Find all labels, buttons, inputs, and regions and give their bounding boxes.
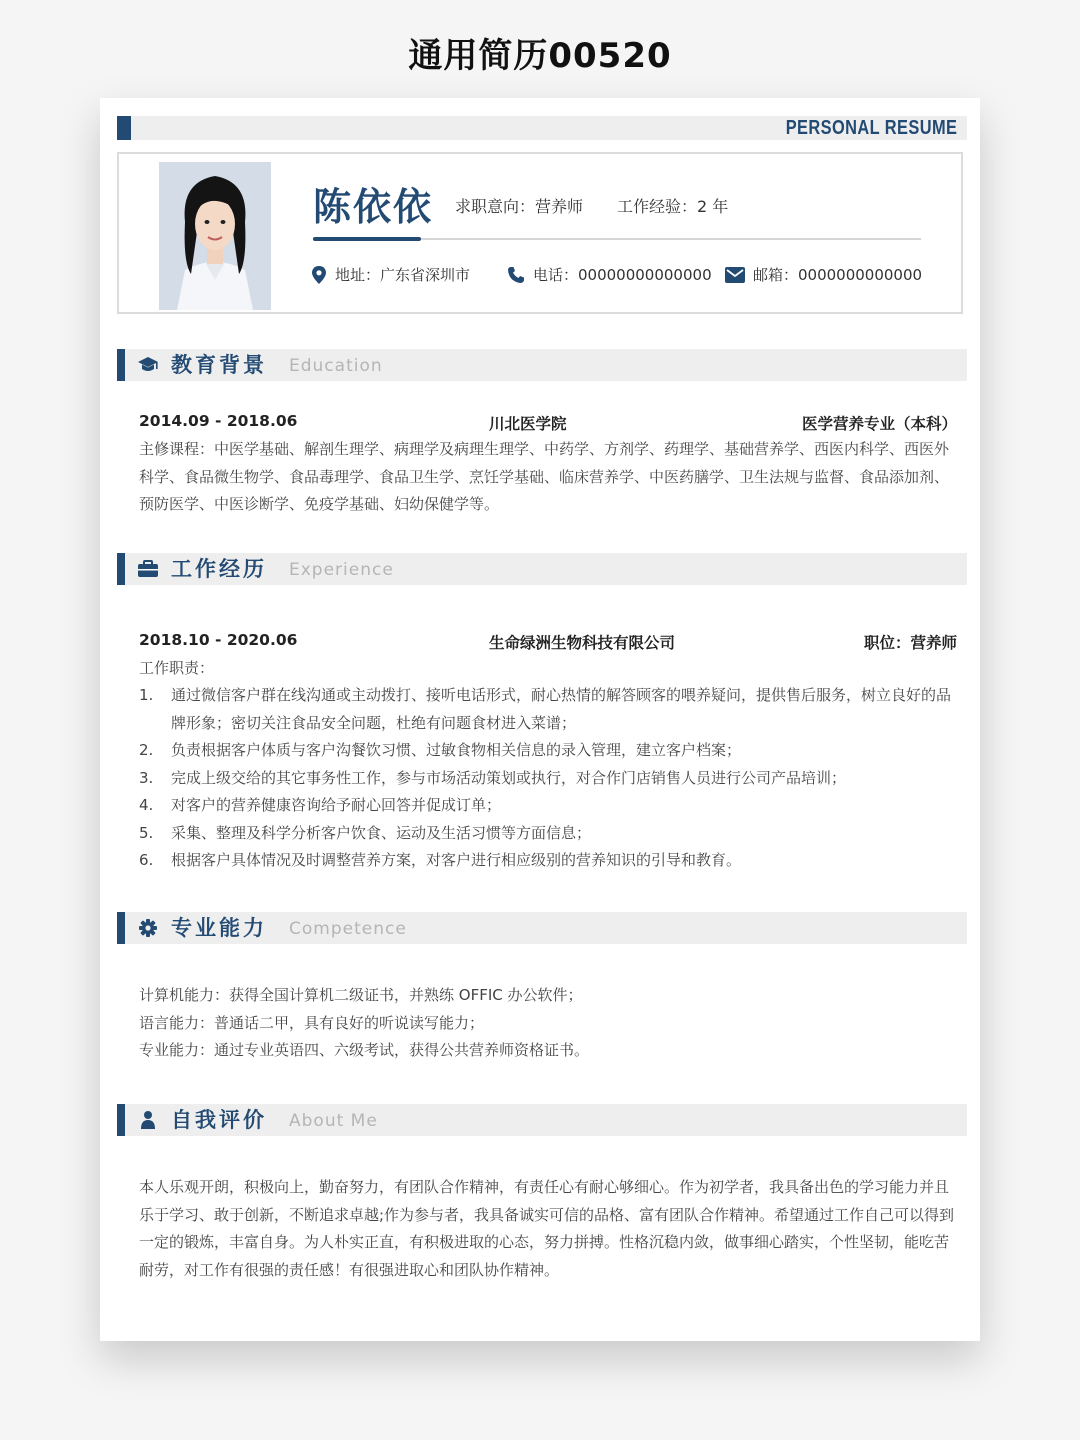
- banner-title: PERSONAL RESUME: [785, 117, 957, 139]
- section-subtitle: Competence: [289, 919, 407, 939]
- portrait-image: [159, 162, 271, 310]
- section-accent: [117, 912, 125, 944]
- list-item: 5. 采集、整理及科学分析客户饮食、运动及生活习惯等方面信息；: [139, 823, 592, 842]
- section-accent: [117, 553, 125, 585]
- experience-period: 2018.10 - 2020.06: [139, 631, 298, 649]
- location-pin-icon: [311, 266, 327, 284]
- mail-icon: [725, 267, 745, 283]
- profile-photo: [159, 162, 271, 310]
- list-item: 6. 根据客户具体情况及时调整营养方案，对客户进行相应级别的营养知识的引导和教育。: [139, 851, 742, 869]
- gear-icon: [137, 918, 159, 938]
- competence-line: 专业能力：通过专业英语四、六级考试，获得公共营养师资格证书。: [139, 1041, 590, 1059]
- competence-line: 计算机能力：获得全国计算机二级证书，并熟练 OFFIC 办公软件；: [139, 986, 583, 1004]
- education-period: 2014.09 - 2018.06: [139, 412, 298, 430]
- phone-text: 电话：00000000000000: [533, 266, 712, 284]
- top-banner: [117, 116, 967, 140]
- contact-address: [311, 264, 470, 285]
- section-accent: [117, 349, 125, 381]
- section-subtitle: Education: [289, 356, 383, 376]
- education-major: 医学营养专业（本科）: [801, 415, 957, 433]
- competence-line: 语言能力：普通话二甲，具有良好的听说读写能力；: [139, 1013, 485, 1032]
- briefcase-icon: [137, 559, 159, 579]
- email-text: 邮箱：0000000000000: [753, 266, 923, 284]
- section-header-about: [117, 1104, 967, 1136]
- section-title: 专业能力: [171, 916, 267, 940]
- contact-phone: [507, 264, 712, 285]
- duty-label: 工作职责：: [139, 659, 215, 677]
- education-school: 川北医学院: [489, 415, 567, 433]
- section-accent: [117, 1104, 125, 1136]
- experience-company: 生命绿洲生物科技有限公司: [489, 634, 676, 652]
- section-title: 自我评价: [171, 1108, 267, 1132]
- resume-sheet: [100, 98, 980, 1341]
- about-text: 本人乐观开朗，积极向上，勤奋努力，有团队合作精神，有责任心有耐心够细心。作为初学者，我具备出色的学习能力并且乐于学习、敢于创新，不断追求卓越;作为参与者，我具备诚实可信的品格、富有团队合作精神。希望通过工作自己可以得到一定的锻炼，丰富自身。为人朴实正直，有积极进取的心态，努力拼搏。性格沉稳内敛，做事细心踏实，个性坚韧，能吃苦耐劳，对工作有很强的责任感！有很强进取心和团队协作精神。: [139, 1178, 955, 1279]
- section-title: 工作经历: [171, 557, 267, 581]
- job-intent: 求职意向：营养师: [455, 197, 584, 216]
- phone-icon: [507, 266, 525, 284]
- contact-email: [725, 264, 922, 285]
- graduation-cap-icon: [137, 355, 159, 375]
- list-item: 4. 对客户的营养健康咨询给予耐心回答并促成订单；: [139, 796, 502, 814]
- page-title: 通用简历00520: [408, 36, 672, 76]
- competence-lines: [139, 982, 957, 1065]
- section-subtitle: Experience: [289, 560, 394, 580]
- list-item: 1. 通过微信客户群在线沟通或主动拨打、接听电话形式，耐心热情的解答顾客的喂养疑问，提供售后服务，树立良好的品牌形象；密切关注食品安全问题，杜绝有问题食材进入菜谱；: [139, 686, 952, 732]
- candidate-name: 陈依依: [313, 185, 434, 229]
- experience-position: 职位：营养师: [863, 634, 957, 652]
- list-item: 3. 完成上级交给的其它事务性工作，参与市场活动策划或执行，对合作门店销售人员进行公司产品培训；: [139, 768, 847, 787]
- section-subtitle: About Me: [289, 1111, 378, 1131]
- address-text: 地址：广东省深圳市: [335, 266, 471, 284]
- section-title: 教育背景: [171, 353, 267, 377]
- banner-accent: [117, 116, 131, 140]
- name-underline: [313, 237, 421, 241]
- experience-years: 工作经验：2 年: [617, 197, 729, 216]
- section-header-competence: [117, 912, 967, 944]
- education-courses: 主修课程：中医学基础、解剖生理学、病理学及病理生理学、中药学、方剂学、药理学、基础营养学、西医内科学、西医外科学、食品微生物学、食品毒理学、食品卫生学、烹饪学基础、临床营养学、中医药膳学、卫生法规与监督、食品添加剂、预防医学、中医诊断学、免疫学基础、妇幼保健学等。: [139, 440, 950, 513]
- profile-header: [117, 152, 963, 314]
- section-header-experience: [117, 553, 967, 585]
- list-item: 2. 负责根据客户体质与客户沟餐饮习惯、过敏食物相关信息的录入管理，建立客户档案；: [139, 741, 742, 759]
- user-icon: [137, 1110, 159, 1130]
- duty-list: [139, 682, 957, 875]
- section-header-education: [117, 349, 967, 381]
